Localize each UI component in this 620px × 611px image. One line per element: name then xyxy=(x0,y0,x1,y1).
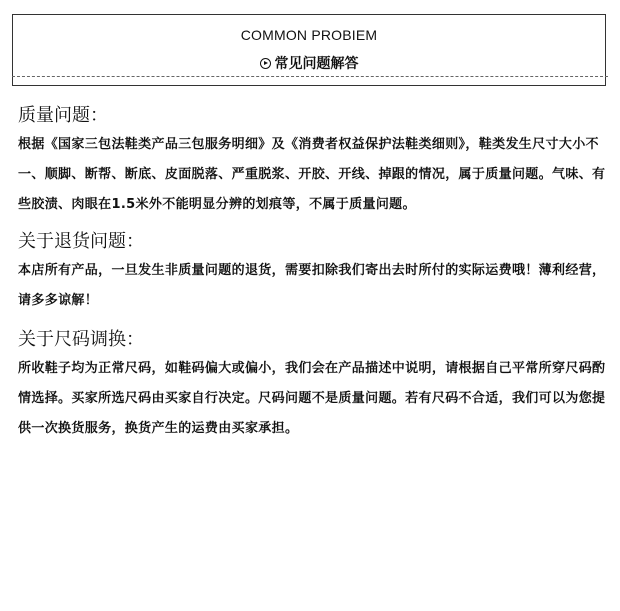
header-subtitle xyxy=(13,53,605,73)
dotted-divider xyxy=(12,76,608,77)
section-heading-size-exchange: 关于尺码调换： xyxy=(18,329,144,350)
play-circle-icon xyxy=(260,58,271,69)
section-returns xyxy=(18,228,610,316)
section-body-quality: 根据《国家三包法鞋类产品三包服务明细》及《消费者权益保护法鞋类细则》，鞋类发生尺寸大小不一、顺脚、断帮、断底、皮面脱落、严重脱浆、开胶、开线、掉跟的情况，属于质量问题。气味、有些胶渍、肉眼在1.5米外不能明显分辨的划痕等，不属于质量问题。 xyxy=(18,137,606,212)
section-body-size-exchange: 所收鞋子均为正常尺码，如鞋码偏大或偏小，我们会在产品描述中说明，请根据自己平常所穿尺码酌情选择。买家所选尺码由买家自行决定。尺码问题不是质量问题。若有尺码不合适，我们可以为您提供一次换货服务，换货产生的运费由买家承担。 xyxy=(18,361,606,436)
section-body-returns: 本店所有产品，一旦发生非质量问题的退货，需要扣除我们寄出去时所付的实际运费哦！薄利经营，请多多谅解！ xyxy=(18,263,606,308)
section-heading-quality: 质量问题： xyxy=(18,105,108,126)
faq-content xyxy=(18,102,610,444)
section-heading-returns: 关于退货问题： xyxy=(18,231,144,252)
header-title: COMMON PROBIEM xyxy=(240,27,378,43)
section-quality xyxy=(18,102,610,220)
section-size-exchange xyxy=(18,326,610,444)
header-subtitle-text: 常见问题解答 xyxy=(274,56,359,72)
